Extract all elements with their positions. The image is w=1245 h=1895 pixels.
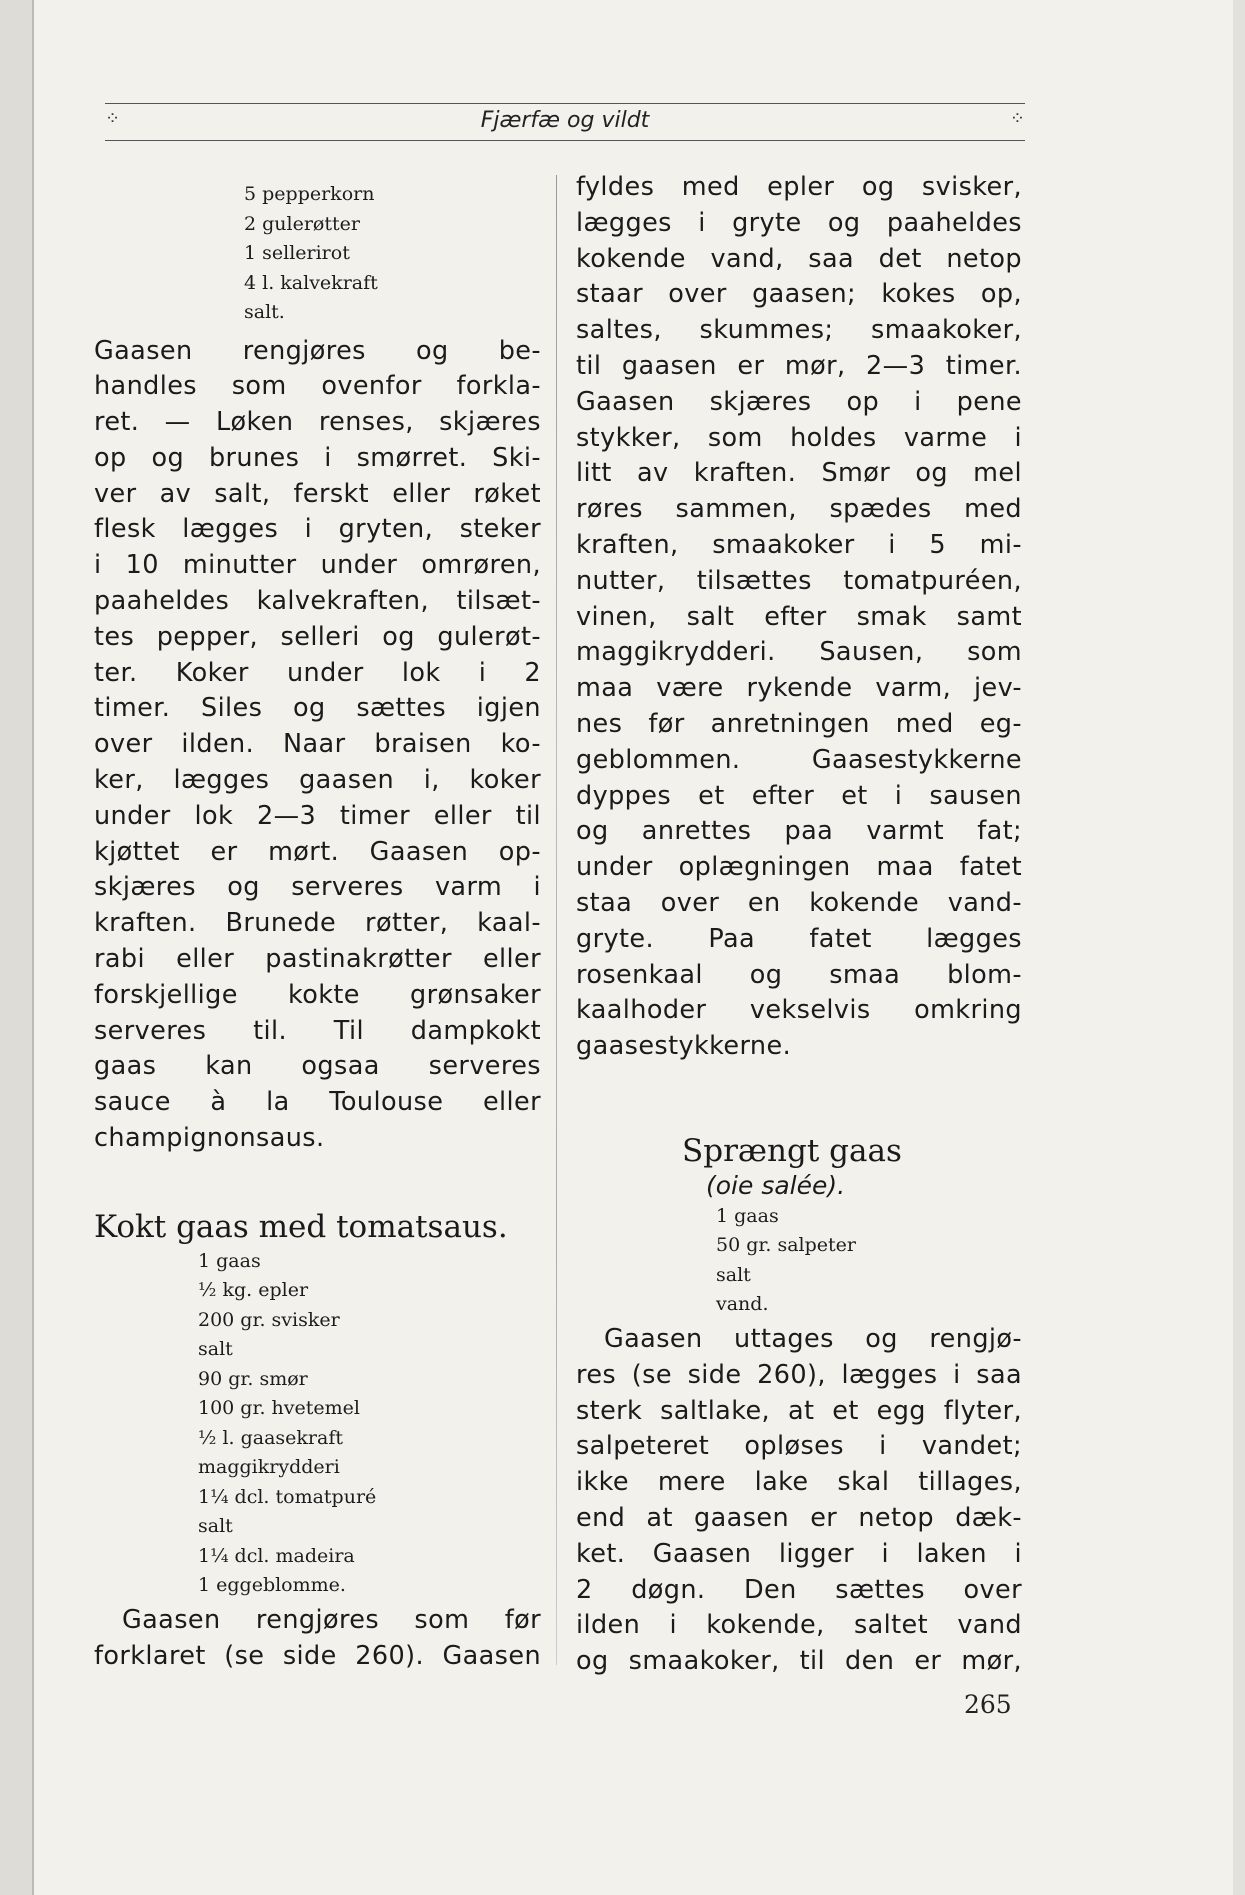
text-line: geblommen. Gaasestykkerne (576, 744, 1022, 775)
text-line: ket. Gaasen ligger i laken i (576, 1538, 1022, 1569)
text-line: res (se side 260), lægges i saa (576, 1359, 1022, 1390)
text-line: serveres til. Til dampkokt (94, 1015, 541, 1046)
text-line: champignonsaus. (94, 1123, 325, 1154)
ingredient-item: 100 gr. hvetemel (198, 1397, 360, 1420)
text-line: stykker, som holdes varme i (576, 422, 1022, 453)
text-line: og anrettes paa varmt fat; (576, 816, 1022, 847)
recipe-body-salted-goose (576, 1322, 1022, 1680)
ingredient-item: ½ kg. epler (198, 1279, 309, 1302)
ingredient-item: 1¼ dcl. tomatpuré (198, 1485, 377, 1508)
text-line: ikke mere lake skal tillages, (576, 1467, 1022, 1498)
recipe-body-braised-goose (94, 334, 541, 1157)
column-divider (556, 175, 557, 1665)
ingredient-item: 1 eggeblomme. (198, 1574, 346, 1597)
text-line: fyldes med epler og svisker, (576, 172, 1022, 202)
text-line: røres sammen, spædes med (576, 494, 1022, 525)
text-line: og smaakoker, til den er mør, (576, 1646, 1022, 1677)
ingredient-item: vand. (716, 1293, 769, 1316)
text-line: i 10 minutter under omrøren, (94, 550, 541, 581)
text-line: Gaasen rengjøres og be- (94, 335, 541, 366)
ingredient-item: salt (716, 1263, 751, 1286)
ingredient-item: 1 sellerirot (244, 242, 350, 264)
text-line: kjøttet er mørt. Gaasen op- (94, 836, 541, 867)
text-line: kaalhoder vekselvis omkring (576, 995, 1022, 1026)
text-line: handles som ovenfor forkla- (94, 371, 541, 402)
text-line: til gaasen er mør, 2—3 timer. (576, 350, 1022, 381)
text-line: lægges i gryte og paaheldes (576, 207, 1022, 238)
ornament-right-icon: ⁘ (1009, 108, 1025, 129)
ingredient-item: salt (198, 1338, 233, 1361)
text-line: paaheldes kalvekraften, tilsæt- (94, 586, 541, 617)
left-column (94, 180, 541, 1674)
text-line: sauce à la Toulouse eller (94, 1087, 541, 1118)
ingredient-item: salt. (244, 301, 285, 323)
text-line: dyppes et efter et i sausen (576, 780, 1022, 811)
text-line: saltes, skummes; smaakoker, (576, 315, 1022, 346)
ingredient-list-boiled-goose (198, 1247, 541, 1601)
text-line: salpeteret opløses i vandet; (576, 1431, 1022, 1462)
text-line: flesk lægges i gryten, steker (94, 514, 541, 545)
ingredient-item: 1 gaas (716, 1204, 779, 1227)
text-line: forklaret (se side 260). Gaasen (94, 1640, 541, 1671)
text-line: kokende vand, saa det netop (576, 243, 1022, 274)
ornament-left-icon: ⁘ (105, 108, 121, 129)
text-line: gryte. Paa fatet lægges (576, 923, 1022, 954)
text-line: rabi eller pastinakrøtter eller (94, 944, 541, 975)
recipe-body-boiled-goose-start (94, 1603, 541, 1675)
recipe-title-salted-goose: Sprængt gaas (682, 1132, 902, 1169)
text-line: 2 døgn. Den sættes over (576, 1574, 1022, 1605)
text-line: gaasestykkerne. (576, 1031, 792, 1062)
text-line: vinen, salt efter smak samt (576, 601, 1022, 632)
text-line: nutter, tilsættes tomatpuréen, (576, 565, 1022, 596)
text-line: Gaasen uttages og rengjø- (604, 1323, 1022, 1354)
text-line: ver av salt, ferskt eller røket (94, 478, 541, 509)
text-line: tes pepper, selleri og gulerøt- (94, 621, 541, 652)
text-line: staa over en kokende vand- (576, 887, 1022, 918)
text-line: nes før anretningen med eg- (576, 708, 1022, 739)
ingredient-item: 5 pepperkorn (244, 183, 375, 205)
ingredient-item: salt (198, 1515, 233, 1538)
text-line: op og brunes i smørret. Ski- (94, 442, 541, 473)
text-line: under oplægningen maa fatet (576, 852, 1022, 883)
text-line: over ilden. Naar braisen ko- (94, 729, 541, 760)
text-line: timer. Siles og sættes igjen (94, 693, 541, 724)
ingredient-item: 1 gaas (198, 1249, 261, 1272)
text-line: staar over gaasen; kokes op, (576, 279, 1022, 310)
text-line: forskjellige kokte grønsaker (94, 979, 541, 1010)
text-line: end at gaasen er netop dæk- (576, 1502, 1022, 1533)
text-line: rosenkaal og smaa blom- (576, 959, 1022, 990)
ingredient-item: 50 gr. salpeter (716, 1234, 856, 1257)
recipe-title-boiled-goose: Kokt gaas med tomatsaus. (94, 1208, 508, 1245)
page-number: 265 (964, 1690, 1012, 1719)
text-line: kraften, smaakoker i 5 mi- (576, 529, 1022, 560)
recipe-subtitle-salted-goose: (oie salée). (706, 1170, 846, 1200)
ingredient-item: 1¼ dcl. madeira (198, 1544, 355, 1567)
text-line: maa være rykende varm, jev- (576, 673, 1022, 704)
text-line: maggikrydderi. Sausen, som (576, 637, 1022, 668)
right-column (576, 170, 1022, 1680)
text-line: kraften. Brunede røtter, kaal- (94, 908, 541, 939)
recipe-body-boiled-goose-cont (576, 170, 1022, 1065)
text-line: sterk saltlake, at et egg flyter, (576, 1395, 1022, 1426)
text-line: Gaasen rengjøres som før (122, 1604, 541, 1635)
text-line: gaas kan ogsaa serveres (94, 1051, 541, 1082)
text-line: litt av kraften. Smør og mel (576, 458, 1022, 489)
ingredient-item: 2 gulerøtter (244, 212, 360, 235)
text-line: skjæres og serveres varm i (94, 872, 541, 903)
ingredient-item: 4 l. kalvekraft (244, 271, 378, 294)
ingredient-list-salted-goose (716, 1202, 1022, 1320)
text-line: ilden i kokende, saltet vand (576, 1610, 1022, 1641)
ingredient-item: 200 gr. svisker (198, 1308, 340, 1331)
running-header (105, 103, 1025, 141)
text-line: ker, lægges gaasen i, koker (94, 765, 541, 796)
ingredient-item: ½ l. gaasekraft (198, 1426, 344, 1449)
text-line: Gaasen skjæres op i pene (576, 386, 1022, 417)
text-line: ter. Koker under lok i 2 (94, 657, 541, 688)
text-line: under lok 2—3 timer eller til (94, 800, 541, 831)
ingredient-list-braised-goose (244, 180, 541, 328)
ingredient-item: maggikrydderi (198, 1456, 340, 1479)
text-line: ret. — Løken renses, skjæres (94, 407, 541, 438)
running-header-title: Fjærfæ og vildt (480, 108, 650, 133)
ingredient-item: 90 gr. smør (198, 1367, 308, 1390)
